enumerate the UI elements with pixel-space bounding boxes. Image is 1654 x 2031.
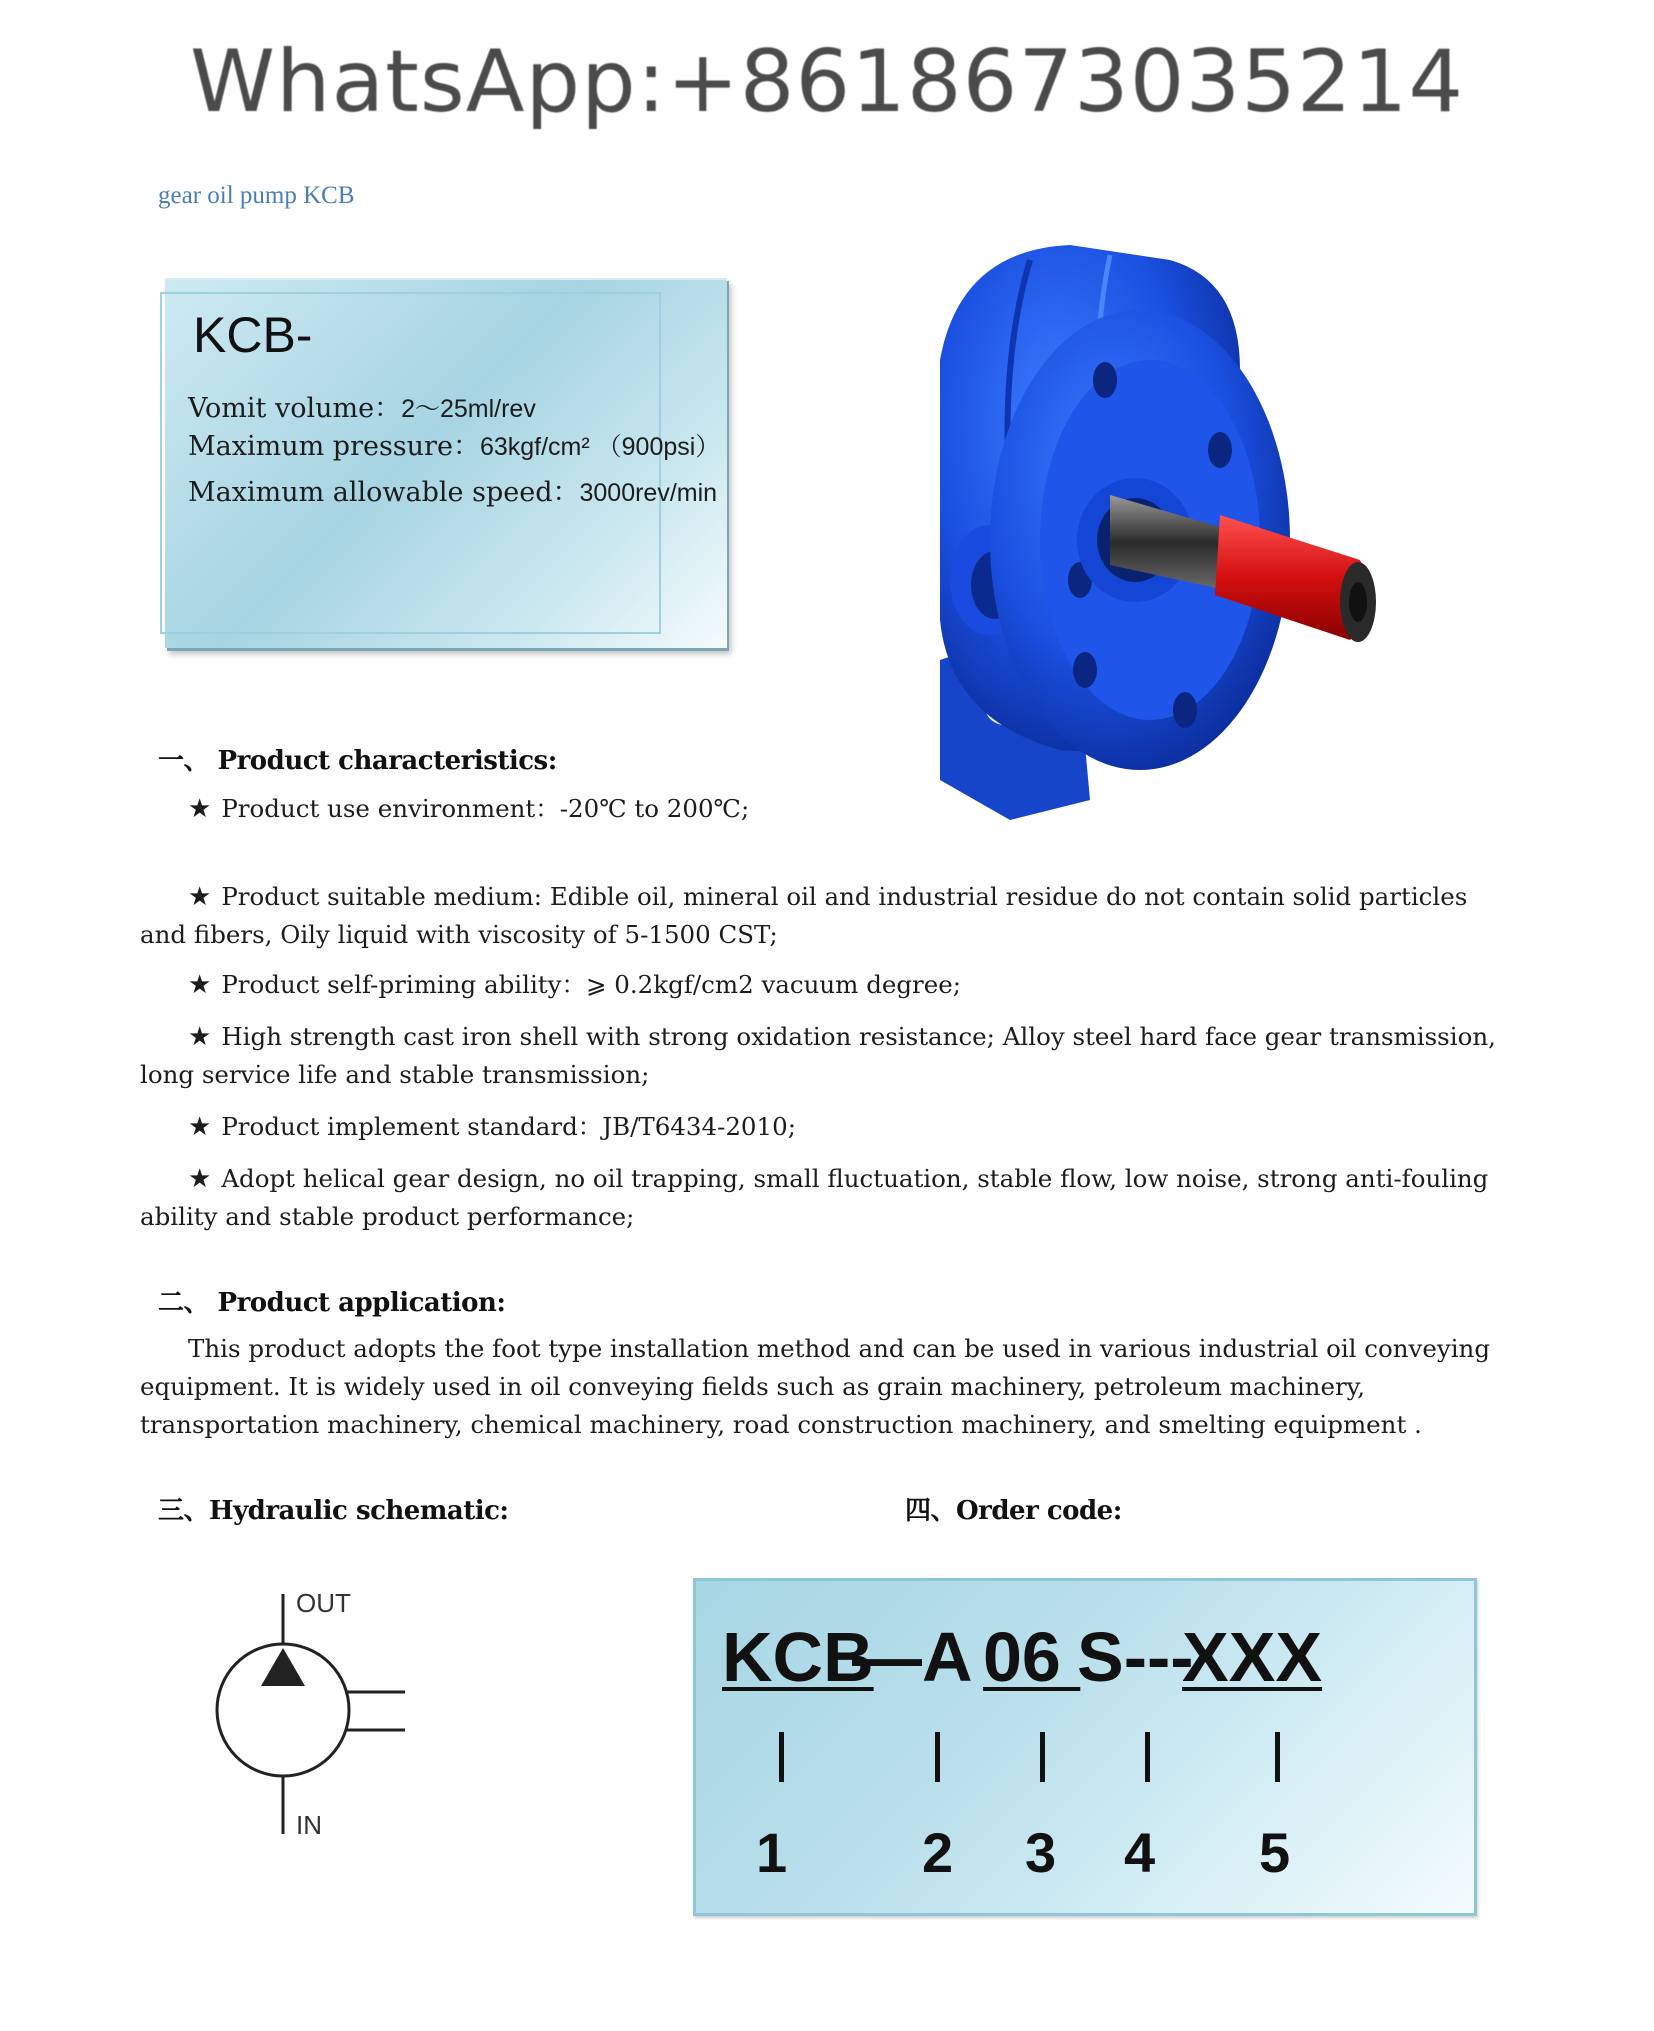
spec-value: 3000rev/min xyxy=(579,479,718,507)
section-characteristics-heading: 一、 Product characteristics: xyxy=(158,746,557,776)
characteristic-text: High strength cast iron shell with strong oxidation resistance; Alloy steel hard face gear transmission, long service life and stable transmission; xyxy=(140,1022,1496,1089)
section-order-code-heading: 四、Order code: xyxy=(905,1496,1122,1526)
characteristic-item xyxy=(140,1108,1520,1146)
code-number: 5 xyxy=(1259,1821,1291,1884)
hydraulic-schematic xyxy=(150,1552,450,1852)
star-icon: ★ xyxy=(188,794,212,824)
star-icon: ★ xyxy=(188,1022,212,1052)
code-tick xyxy=(1275,1732,1280,1782)
code-part-series: KCB xyxy=(722,1618,874,1696)
spec-value: 2～25ml/rev xyxy=(401,395,536,423)
characteristic-text: Product self-priming ability：⩾ 0.2kgf/cm2 vacuum degree; xyxy=(221,970,962,999)
spec-label: Maximum pressure： xyxy=(188,431,480,462)
characteristic-item xyxy=(140,790,1520,828)
code-part-type: —A xyxy=(852,1618,990,1696)
spec-label: Vomit volume： xyxy=(188,393,402,424)
code-tick xyxy=(1145,1732,1150,1782)
characteristic-text: Product suitable medium: Edible oil, mineral oil and industrial residue do not contain solid particles and fibers, Oily liquid with viscosity of 5-1500 CST; xyxy=(140,882,1468,949)
code-number: 2 xyxy=(922,1821,954,1884)
section-schematic-heading: 三、Hydraulic schematic: xyxy=(158,1496,509,1526)
star-icon: ★ xyxy=(188,1164,212,1194)
pump-triangle-icon xyxy=(261,1648,305,1686)
code-part-extra: XXX xyxy=(1182,1618,1323,1696)
code-part-displacement: 06 xyxy=(983,1618,1081,1696)
code-tick xyxy=(779,1732,784,1782)
characteristic-item xyxy=(140,1160,1520,1236)
characteristic-item xyxy=(140,1018,1520,1094)
spec-title: KCB- xyxy=(193,307,313,363)
code-part-seal: S--- xyxy=(1077,1618,1194,1696)
out-label: OUT xyxy=(296,1588,351,1618)
section-application-heading: 二、 Product application: xyxy=(158,1288,506,1318)
star-icon: ★ xyxy=(188,882,212,912)
product-name: gear oil pump KCB xyxy=(158,182,355,209)
code-tick xyxy=(1040,1732,1045,1782)
gear-pump-image xyxy=(880,240,1440,820)
spec-label: Maximum allowable speed： xyxy=(188,477,580,508)
star-icon: ★ xyxy=(188,1112,212,1142)
characteristic-item xyxy=(140,878,1520,954)
characteristic-text: Product use environment：-20℃ to 200℃; xyxy=(221,794,750,823)
whatsapp-contact: WhatsApp:+8618673035214 xyxy=(189,32,1465,132)
code-number: 1 xyxy=(756,1821,788,1884)
spec-max-pressure xyxy=(188,424,720,463)
spec-value: 63kgf/cm² （900psi） xyxy=(479,433,721,461)
characteristic-text: Product implement standard：JB/T6434-2010; xyxy=(221,1112,796,1141)
characteristic-item xyxy=(140,966,1520,1004)
spec-max-speed xyxy=(188,470,717,509)
star-icon: ★ xyxy=(188,970,212,1000)
code-number: 3 xyxy=(1025,1821,1057,1884)
characteristic-text: Adopt helical gear design, no oil trapping, small fluctuation, stable flow, low noise, strong anti-fouling ability and stable product performance; xyxy=(140,1164,1489,1231)
spec-vomit-volume xyxy=(188,386,536,425)
code-number: 4 xyxy=(1124,1821,1156,1884)
code-tick xyxy=(935,1732,940,1782)
in-label: IN xyxy=(296,1810,322,1840)
application-text: This product adopts the foot type installation method and can be used in various industrial oil conveying equipment. It is widely used in oil conveying fields such as grain machinery, petroleum machinery, transportation machinery, chemical machinery, road construction machinery, and smelting equipment . xyxy=(140,1334,1491,1439)
